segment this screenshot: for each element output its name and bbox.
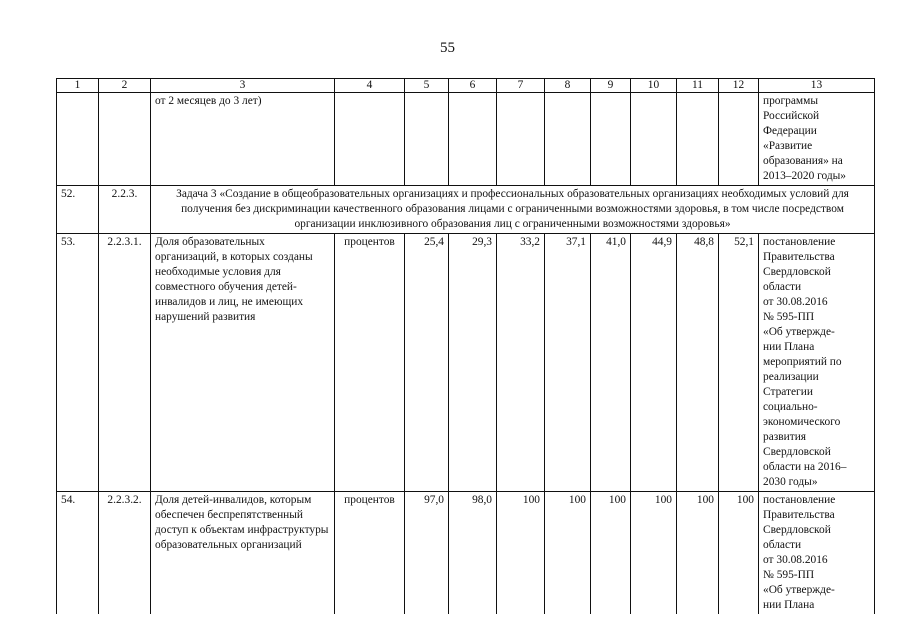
value-cell: 25,4 [405,234,449,492]
value-cell: 37,1 [545,234,591,492]
value-cell: 48,8 [677,234,719,492]
column-number-row [57,79,875,93]
table-row [57,492,875,615]
row-number: 54. [57,492,99,615]
value-cell: 33,2 [497,234,545,492]
column-header: 13 [759,79,875,93]
column-header: 1 [57,79,99,93]
source-cell: постановление Правительства Свердловской области от 30.08.2016 № 595-ПП «Об утвержде- нии Плана [759,492,875,615]
column-header: 3 [151,79,335,93]
value-cell: 41,0 [591,234,631,492]
column-header: 11 [677,79,719,93]
task-row [57,186,875,234]
value-cell: 100 [631,492,677,615]
indicator-cell: Доля детей-инвалидов, которым обеспечен беспрепятственный доступ к объектам инфраструктуры образовательных организаций [151,492,335,615]
row-code: 2.2.3. [99,186,151,234]
table-cell [449,93,497,186]
table-cell [545,93,591,186]
column-header: 9 [591,79,631,93]
row-number: 53. [57,234,99,492]
column-header: 8 [545,79,591,93]
value-cell: 100 [719,492,759,615]
indicators-table [56,78,875,614]
column-header: 2 [99,79,151,93]
page-number: 55 [440,40,455,56]
table-cell [99,93,151,186]
table-cell [719,93,759,186]
value-cell: 44,9 [631,234,677,492]
value-cell: 100 [677,492,719,615]
source-cell: программы Российской Федерации «Развитие образования» на 2013–2020 годы» [759,93,875,186]
column-header: 10 [631,79,677,93]
table-cell [335,93,405,186]
column-header: 12 [719,79,759,93]
column-header: 7 [497,79,545,93]
table-cell [57,93,99,186]
value-cell: 29,3 [449,234,497,492]
table-cell [677,93,719,186]
table-cell [405,93,449,186]
row-code: 2.2.3.2. [99,492,151,615]
column-header: 5 [405,79,449,93]
table-cell [497,93,545,186]
row-code: 2.2.3.1. [99,234,151,492]
table-cell [631,93,677,186]
value-cell: 100 [497,492,545,615]
unit-cell: процентов [335,492,405,615]
value-cell: 52,1 [719,234,759,492]
unit-cell: процентов [335,234,405,492]
column-header: 4 [335,79,405,93]
indicator-cell: от 2 месяцев до 3 лет) [151,93,335,186]
value-cell: 100 [545,492,591,615]
value-cell: 97,0 [405,492,449,615]
value-cell: 100 [591,492,631,615]
column-header: 6 [449,79,497,93]
source-cell: постановление Правительства Свердловской области от 30.08.2016 № 595-ПП «Об утвержде- нии Плана мероприятий по реализации Стратегии социально- экономического развития Свердловской области на 2016– 2030 годы» [759,234,875,492]
continuation-row [57,93,875,186]
task-text: Задача 3 «Создание в общеобразовательных организациях и профессиональных образовательных организациях необходимых условий для получения без дискриминации качественного образования лицами с ограниченными возможностями здоровья, в том числе посредством организации инклюзивного образования лиц с ограниченными возможностями здоровья» [151,186,875,234]
row-number: 52. [57,186,99,234]
value-cell: 98,0 [449,492,497,615]
table-cell [591,93,631,186]
table-row [57,234,875,492]
indicator-cell: Доля образовательных организаций, в которых созданы необходимые условия для совместного обучения детей-инвалидов и лиц, не имеющих нарушений развития [151,234,335,492]
